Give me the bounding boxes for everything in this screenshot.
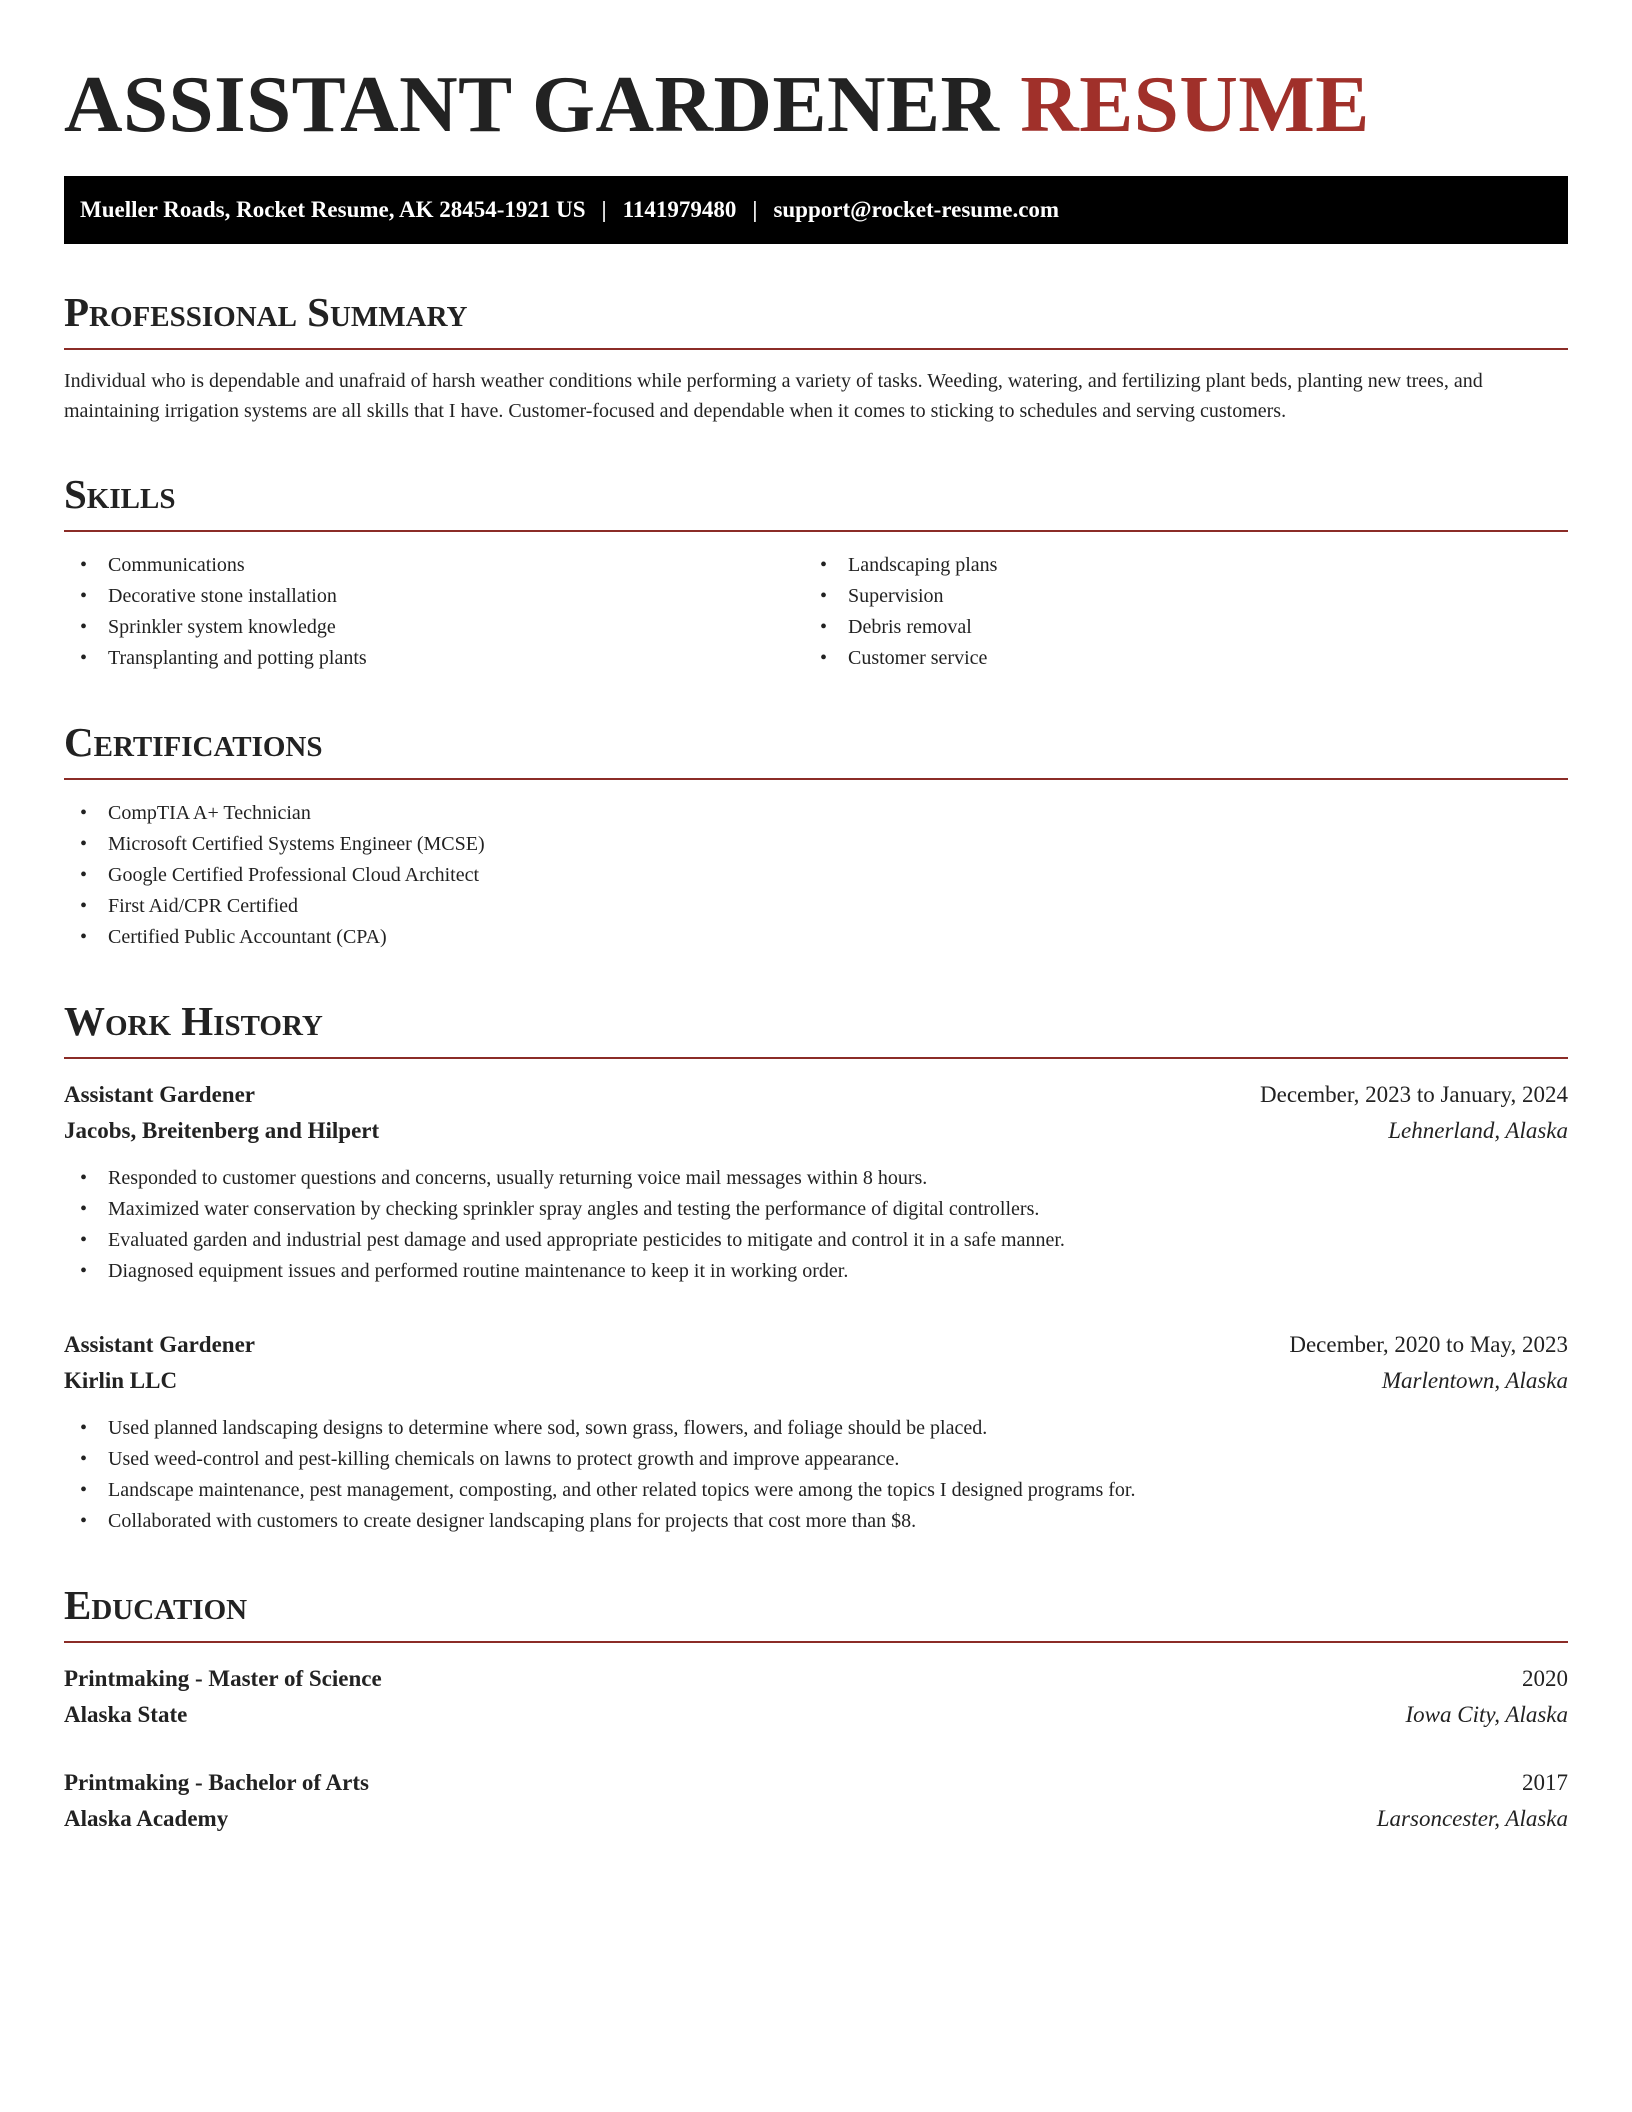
job-duty-text: Landscape maintenance, pest management, composting, and other related topics were among the topics I designed programs for. [108, 1479, 1136, 1501]
job-duties-list [64, 1163, 1568, 1287]
education-location: Larsoncester, Alaska [1376, 1806, 1568, 1831]
bullet-icon: • [80, 833, 88, 855]
bullet-icon: • [80, 802, 88, 824]
bullet-icon: • [80, 1260, 88, 1282]
job-dates: December, 2023 to January, 2024 [1260, 1082, 1568, 1107]
skill-label: Debris removal [848, 616, 972, 638]
certification-label: Google Certified Professional Cloud Architect [108, 864, 480, 886]
certification-label: CompTIA A+ Technician [108, 802, 311, 824]
skills-list-right [804, 550, 1544, 674]
job-duty-text: Collaborated with customers to create designer landscaping plans for projects that cost more than $8. [108, 1510, 917, 1532]
contact-phone: 1141979480 [622, 197, 737, 222]
job-header-row [64, 1327, 1568, 1363]
skill-item [804, 581, 1544, 612]
skill-item [804, 550, 1544, 581]
skill-item [64, 643, 804, 674]
contact-separator: | [601, 197, 607, 222]
skill-item [64, 581, 804, 612]
skill-label: Supervision [848, 585, 944, 607]
skill-label: Decorative stone installation [108, 585, 337, 607]
education-school: Alaska State [64, 1702, 188, 1727]
job-title: Assistant Gardener [64, 1082, 256, 1107]
summary-heading: Professional Summary [64, 288, 1568, 350]
certification-item [64, 798, 1568, 829]
skill-label: Communications [108, 554, 245, 576]
education-section [64, 1581, 1568, 1837]
job-duties-list [64, 1413, 1568, 1537]
certification-item [64, 891, 1568, 922]
skills-heading: Skills [64, 470, 1568, 532]
certification-label: Certified Public Accountant (CPA) [108, 926, 387, 948]
education-location: Iowa City, Alaska [1405, 1702, 1568, 1727]
contact-address: Mueller Roads, Rocket Resume, AK 28454-1921 US [80, 197, 586, 222]
skill-item [804, 612, 1544, 643]
job-duty [64, 1413, 1568, 1444]
job-duty-text: Maximized water conservation by checking sprinkler spray angles and testing the performance of digital controllers. [108, 1198, 1040, 1220]
bullet-icon: • [80, 1417, 88, 1439]
skills-grid [64, 550, 1568, 674]
title-main: ASSISTANT GARDENER [64, 59, 1000, 149]
bullet-icon: • [80, 864, 88, 886]
skill-item [64, 612, 804, 643]
work-history-heading: Work History [64, 997, 1568, 1059]
certifications-section [64, 718, 1568, 953]
education-year: 2017 [1522, 1770, 1568, 1795]
skill-label: Customer service [848, 647, 988, 669]
job-header-row [64, 1077, 1568, 1113]
job-company-row [64, 1113, 1568, 1149]
contact-email[interactable]: support@rocket-resume.com [773, 197, 1060, 222]
job-title: Assistant Gardener [64, 1332, 256, 1357]
certification-item [64, 829, 1568, 860]
bullet-icon: • [820, 616, 828, 638]
education-heading: Education [64, 1581, 1568, 1643]
bullet-icon: • [80, 647, 88, 669]
job-duty [64, 1225, 1568, 1256]
education-year: 2020 [1522, 1666, 1568, 1691]
bullet-icon: • [820, 554, 828, 576]
skills-section [64, 470, 1568, 674]
job-duty [64, 1444, 1568, 1475]
education-degree-row [64, 1661, 1568, 1697]
job-duty-text: Used planned landscaping designs to determine where sod, sown grass, flowers, and foliage should be placed. [108, 1417, 988, 1439]
bullet-icon: • [80, 895, 88, 917]
job-duty-text: Responded to customer questions and concerns, usually returning voice mail messages within 8 hours. [108, 1167, 928, 1189]
skill-item [804, 643, 1544, 674]
bullet-icon: • [80, 585, 88, 607]
job-duty-text: Evaluated garden and industrial pest damage and used appropriate pesticides to mitigate and control it in a safe manner. [108, 1229, 1065, 1251]
education-school-row [64, 1801, 1568, 1837]
education-school: Alaska Academy [64, 1806, 229, 1831]
certifications-heading: Certifications [64, 718, 1568, 780]
bullet-icon: • [820, 585, 828, 607]
bullet-icon: • [80, 1198, 88, 1220]
skill-label: Sprinkler system knowledge [108, 616, 336, 638]
job-company: Kirlin LLC [64, 1368, 178, 1393]
certification-label: Microsoft Certified Systems Engineer (MCSE) [108, 833, 485, 855]
certifications-list [64, 798, 1568, 953]
education-degree: Printmaking - Master of Science [64, 1666, 382, 1691]
title-accent: RESUME [1020, 59, 1370, 149]
bullet-icon: • [80, 926, 88, 948]
bullet-icon: • [80, 554, 88, 576]
certification-item [64, 860, 1568, 891]
job-duty [64, 1194, 1568, 1225]
job-duty [64, 1475, 1568, 1506]
certification-label: First Aid/CPR Certified [108, 895, 299, 917]
skill-label: Landscaping plans [848, 554, 998, 576]
education-entry [64, 1661, 1568, 1733]
job-duty [64, 1256, 1568, 1287]
summary-text: Individual who is dependable and unafraid of harsh weather conditions while performing a variety of tasks. Weeding, watering, and fertilizing plant beds, planting new trees, and maintaining irrigation systems are all skills that I have. Customer-focused and dependable when it comes to sticking to schedules and serving customers. [64, 370, 1483, 422]
job-entry [64, 1077, 1568, 1287]
job-location: Lehnerland, Alaska [1388, 1118, 1568, 1143]
job-location: Marlentown, Alaska [1381, 1368, 1568, 1393]
skill-label: Transplanting and potting plants [108, 647, 367, 669]
job-duty-text: Diagnosed equipment issues and performed routine maintenance to keep it in working order. [108, 1260, 849, 1282]
education-school-row [64, 1697, 1568, 1733]
work-history-section [64, 997, 1568, 1537]
bullet-icon: • [80, 1448, 88, 1470]
job-duty [64, 1163, 1568, 1194]
education-degree-row [64, 1765, 1568, 1801]
education-degree: Printmaking - Bachelor of Arts [64, 1770, 369, 1795]
job-company-row [64, 1363, 1568, 1399]
bullet-icon: • [80, 1479, 88, 1501]
job-entry [64, 1327, 1568, 1537]
contact-separator: | [752, 197, 758, 222]
summary-section [64, 288, 1568, 426]
skills-list-left [64, 550, 804, 674]
bullet-icon: • [820, 647, 828, 669]
bullet-icon: • [80, 616, 88, 638]
education-entry [64, 1765, 1568, 1837]
job-duty [64, 1506, 1568, 1537]
job-duty-text: Used weed-control and pest-killing chemicals on lawns to protect growth and improve appearance. [108, 1448, 900, 1470]
contact-bar [64, 176, 1568, 244]
job-dates: December, 2020 to May, 2023 [1289, 1332, 1568, 1357]
bullet-icon: • [80, 1510, 88, 1532]
certification-item [64, 922, 1568, 953]
bullet-icon: • [80, 1167, 88, 1189]
bullet-icon: • [80, 1229, 88, 1251]
skill-item [64, 550, 804, 581]
resume-title [64, 60, 1568, 148]
job-company: Jacobs, Breitenberg and Hilpert [64, 1118, 380, 1143]
